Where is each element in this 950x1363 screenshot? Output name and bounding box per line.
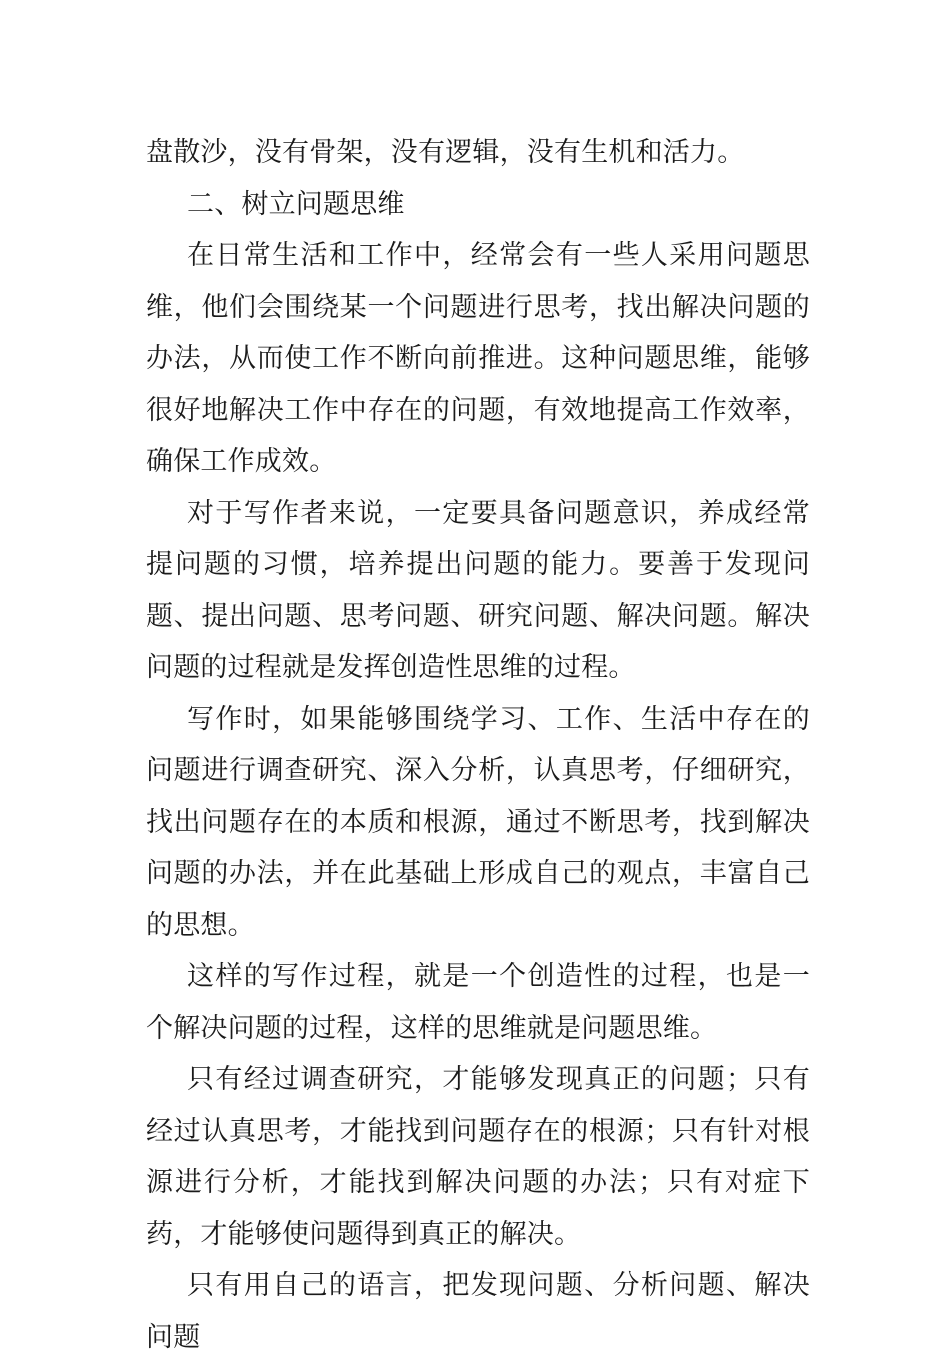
document-body [146,127,810,1363]
paragraph: 在日常生活和工作中，经常会有一些人采用问题思维，他们会围绕某一个问题进行思考，找出解决问题的办法，从而使工作不断向前推进。这种问题思维，能够很好地解决工作中存在的问题，有效地提高工作效率，确保工作成效。 [146,240,810,477]
paragraph: 只有用自己的语言，把发现问题、分析问题、解决问题 [146,1270,810,1353]
paragraph: 这样的写作过程，就是一个创造性的过程，也是一个解决问题的过程，这样的思维就是问题思维。 [146,961,810,1044]
paragraph: 写作时，如果能够围绕学习、工作、生活中存在的问题进行调查研究、深入分析，认真思考，仔细研究，找出问题存在的本质和根源，通过不断思考，找到解决问题的办法，并在此基础上形成自己的观点，丰富自己的思想。 [146,703,810,941]
section-heading: 二、树立问题思维 [187,188,405,220]
paragraph: 只有经过调查研究，才能够发现真正的问题；只有经过认真思考，才能找到问题存在的根源；只有针对根源进行分析，才能找到解决问题的办法；只有对症下药，才能够使问题得到真正的解决。 [146,1064,810,1250]
paragraph: 对于写作者来说，一定要具备问题意识，养成经常提问题的习惯，培养提出问题的能力。要善于发现问题、提出问题、思考问题、研究问题、解决问题。解决问题的过程就是发挥创造性思维的过程。 [146,497,810,683]
paragraph-continuation: 盘散沙，没有骨架，没有逻辑，没有生机和活力。 [146,137,745,168]
